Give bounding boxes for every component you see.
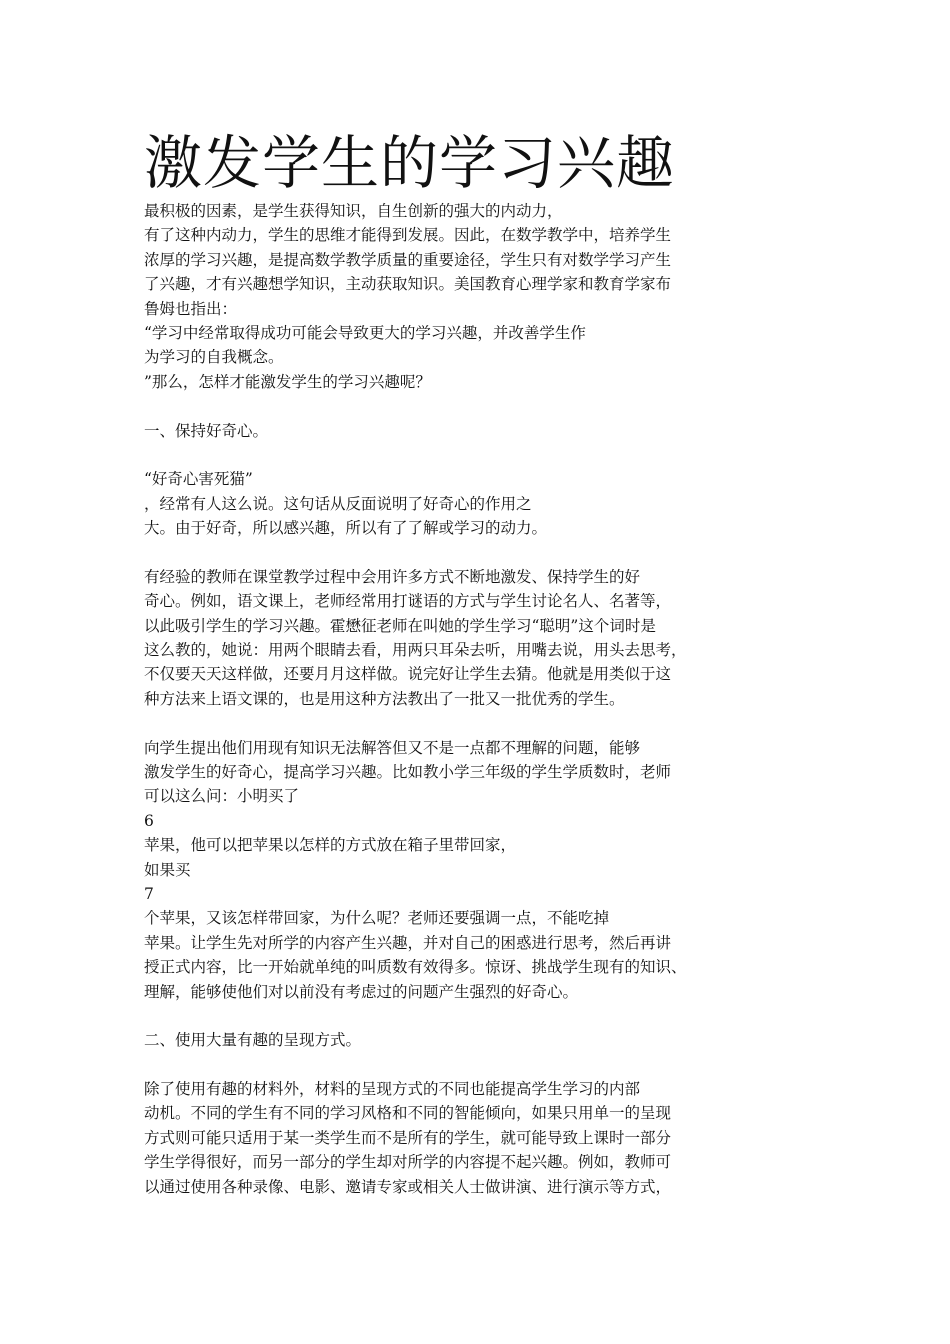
text-line: 授正式内容，比一开始就单纯的叫质数有效得多。惊讶、挑战学生现有的知识、 [144,958,687,977]
blank-line [144,711,844,735]
text-line: 奇心。例如，语文课上，老师经常用打谜语的方式与学生讨论名人、名著等， [144,592,672,611]
blank-line [144,394,844,418]
text-line: 除了使用有趣的材料外，材料的呈现方式的不同也能提高学生学习的内部 [144,1080,641,1099]
text-line: “学习中经常取得成功可能会导致更大的学习兴趣，并改善学生作 [144,323,586,342]
text-line: 以通过使用各种录像、电影、邀请专家或相关人士做讲演、进行演示等方式， [144,1177,672,1196]
text-line: 个苹果，又该怎样带回家，为什么呢？老师还要强调一点，不能吃掉 [144,909,610,928]
text-line: 方式则可能只适用于某一类学生而不是所有的学生，就可能导致上课时一部分 [144,1128,672,1147]
text-line: 鲁姆也指出： [144,299,238,318]
text-line: 7 [144,884,154,903]
text-line: “好奇心害死猫” [144,470,253,489]
text-line: 种方法来上语文课的，也是用这种方法教出了一批又一批优秀的学生。 [144,689,625,708]
text-line: 如果买 [144,860,191,879]
text-line: 为学习的自我概念。 [144,348,284,367]
text-line: 苹果。让学生先对所学的内容产生兴趣，并对自己的困惑进行思考，然后再讲 [144,933,672,952]
blank-line [144,1053,844,1077]
text-line: 一、保持好奇心。 [144,421,269,440]
text-line: 最积极的因素，是学生获得知识，自生创新的强大的内动力， [144,202,563,220]
text-line: ”那么，怎样才能激发学生的学习兴趣呢？ [144,372,431,391]
text-line: 6 [144,811,154,830]
blank-line [144,540,844,564]
document-body [144,199,844,1199]
blank-line [144,443,844,467]
text-line: 不仅要天天这样做，还要月月这样做。说完好让学生去猜。他就是用类似于这 [144,665,672,684]
text-line: ，经常有人这么说。这句话从反面说明了好奇心的作用之 [144,494,532,513]
text-line: 有经验的教师在课堂教学过程中会用许多方式不断地激发、保持学生的好 [144,567,641,586]
text-line: 浓厚的学习兴趣，是提高数学教学质量的重要途径，学生只有对数学学习产生 [144,250,672,269]
text-line: 苹果，他可以把苹果以怎样的方式放在箱子里带回家， [144,836,517,855]
text-line: 二、使用大量有趣的呈现方式。 [144,1031,362,1050]
text-line: 以此吸引学生的学习兴趣。霍懋征老师在叫她的学生学习“聪明”这个词时是 [144,616,656,635]
text-line: 了兴趣，才有兴趣想学知识，主动获取知识。美国教育心理学家和教育学家布 [144,275,672,294]
text-line: 这么教的，她说：用两个眼睛去看，用两只耳朵去听，用嘴去说，用头去思考， [144,641,687,660]
text-line: 有了这种内动力，学生的思维才能得到发展。因此，在数学教学中，培养学生 [144,226,672,245]
text-line: 大。由于好奇，所以感兴趣，所以有了了解或学习的动力。 [144,519,548,538]
blank-line [144,1004,844,1028]
text-line: 动机。不同的学生有不同的学习风格和不同的智能倾向，如果只用单一的呈现 [144,1104,672,1123]
document-title: 激发学生的学习兴趣 [144,129,676,197]
text-line: 学生学得很好，而另一部分的学生却对所学的内容提不起兴趣。例如，教师可 [144,1153,672,1172]
text-line: 激发学生的好奇心，提高学习兴趣。比如教小学三年级的学生学质数时，老师 [144,762,672,781]
text-line: 理解，能够使他们对以前没有考虑过的问题产生强烈的好奇心。 [144,982,579,1001]
text-line: 向学生提出他们用现有知识无法解答但又不是一点都不理解的问题，能够 [144,738,641,757]
text-line: 可以这么问：小明买了 [144,787,300,806]
